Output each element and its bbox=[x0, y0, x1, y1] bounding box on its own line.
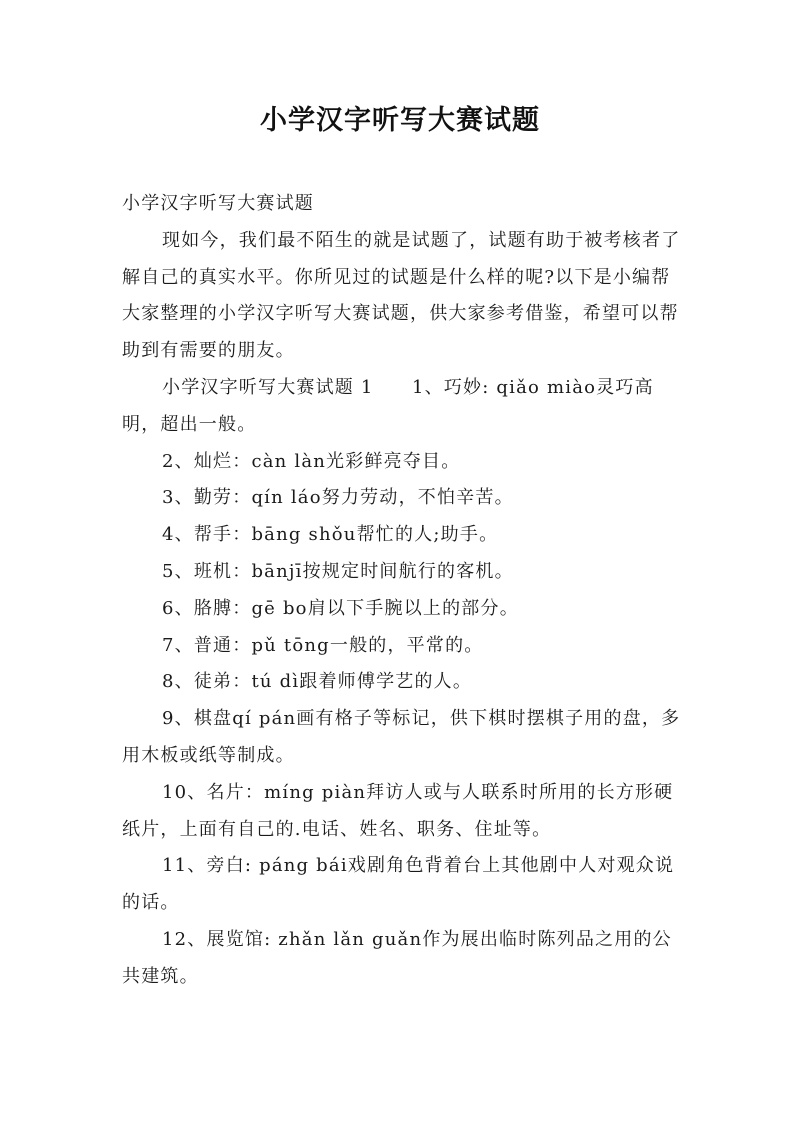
paragraph-item-12: 12、展览馆: zhǎn lǎn guǎn作为展出临时陈列品之用的公共建筑。 bbox=[122, 928, 672, 987]
document-subtitle: 小学汉字听写大赛试题 bbox=[122, 193, 314, 214]
paragraph-item-10: 10、名片：míng piàn拜访人或与人联系时所用的长方形硬纸片，上面有自己的.电话、姓名、职务、住址等。 bbox=[122, 781, 674, 840]
paragraph-item-9: 9、棋盘qí pán画有格子等标记，供下棋时摆棋子用的盘，多用木板或纸等制成。 bbox=[122, 708, 681, 766]
paragraph-item-7: 7、普通：pǔ tōng一般的，平常的。 bbox=[162, 634, 484, 656]
paragraph-item-11: 11、旁白: páng bái戏剧角色背着台上其他剧中人对观众说的话。 bbox=[122, 855, 675, 914]
page-title: 小学汉字听写大赛试题 bbox=[260, 105, 540, 136]
paragraph-intro: 现如今，我们最不陌生的就是试题了，试题有助于被考核者了解自己的真实水平。你所见过的试题是什么样的呢?以下是小编帮大家整理的小学汉字听写大赛试题，供大家参考借鉴，希望可以帮助到有需要的朋友。 bbox=[122, 229, 681, 362]
paragraph-item-8: 8、徒弟：tú dì跟着师傅学艺的人。 bbox=[162, 671, 473, 693]
paragraph-item-6: 6、胳膊：gē bo肩以下手腕以上的部分。 bbox=[162, 597, 519, 619]
paragraph-item-3: 3、勤劳：qín láo努力劳动，不怕辛苦。 bbox=[162, 487, 514, 509]
paragraph-item-4: 4、帮手：bāng shǒu帮忙的人;助手。 bbox=[162, 524, 499, 546]
paragraph-item-2: 2、灿烂：càn làn光彩鲜亮夺目。 bbox=[162, 450, 461, 472]
paragraph-item-5: 5、班机：bānjī按规定时间航行的客机。 bbox=[162, 560, 514, 582]
paragraph-item-1: 小学汉字听写大赛试题 1 1、巧妙: qiǎo miào灵巧高明，超出一般。 bbox=[122, 376, 654, 435]
document-body bbox=[122, 186, 682, 996]
